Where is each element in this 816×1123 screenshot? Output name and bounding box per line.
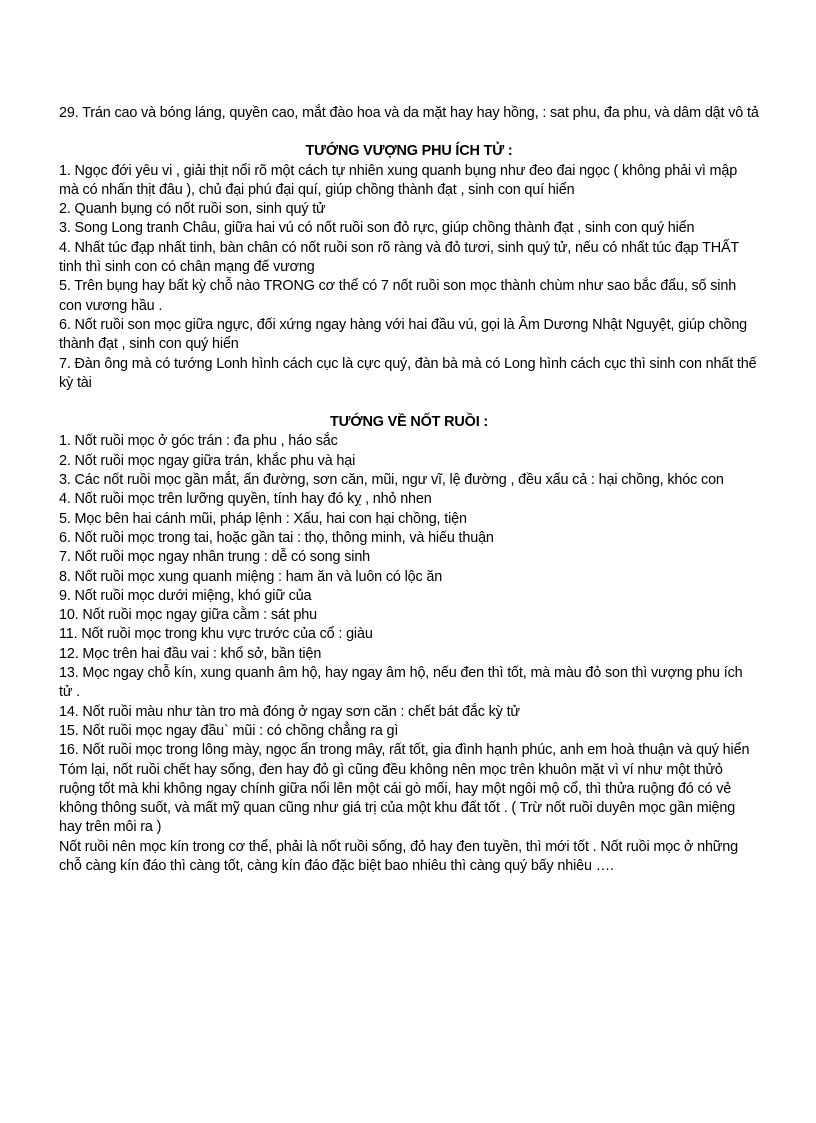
spacer bbox=[59, 123, 759, 142]
list-item: 6. Nốt ruồi son mọc giữa ngực, đối xứng ngay hàng với hai đầu vú, gọi là Âm Dương Nhật Nguyệt, giúp chồng thành đạt , sinh con quý hiển bbox=[59, 316, 748, 353]
list-item: 1. Ngọc đới yêu vi , giải thịt nổi rõ một cách tự nhiên xung quanh bụng như đeo đai ngọc ( không phải vì mập mà có nhấn thịt đâu ), chủ đại phú đại quí, giúp chồng thành đạt , sinh con quí hiển bbox=[59, 162, 738, 198]
summary-paragraph: Tóm lại, nốt ruồi chết hay sống, đen hay đỏ gì cũng đều không nên mọc trên khuôn mặt vì ví như một thửỏ ruộng tốt mà khi không ngay chính giữa nổi lên một cái gò mối, hay một ngôi mộ cổ, thì thửa ruộng đó có vẻ không thông suốt, và mất mỹ quan cũng như giá trị của một khu đất tốt . ( Trừ nốt ruồi duyên mọc gần miệng hay trên môi ra ) bbox=[59, 761, 736, 836]
list-item: 14. Nốt ruồi màu như tàn tro mà đóng ở ngay sơn căn : chết bát đắc kỳ tử bbox=[59, 703, 520, 720]
list-item: 7. Đàn ông mà có tướng Lonh hình cách cục là cực quý, đàn bà mà có Long hình cách cục thì sinh con nhất thế kỳ tài bbox=[59, 355, 757, 391]
list-item: 3. Các nốt ruồi mọc gần mắt, ấn đường, sơn căn, mũi, ngư vĩ, lệ đường , đều xấu cả : hại chồng, khóc con bbox=[59, 472, 724, 489]
intro-paragraph: 29. Trán cao và bóng láng, quyền cao, mắt đào hoa và da mặt hay hay hồng, : sat phu, đa phu, và dâm dật vô tả bbox=[59, 105, 759, 121]
not-ruoi-list bbox=[59, 432, 759, 760]
list-item: 5. Mọc bên hai cánh mũi, pháp lệnh : Xấu, hai con hại chồng, tiện bbox=[59, 510, 467, 527]
list-item: 5. Trên bụng hay bất kỳ chỗ nào TRONG cơ thể có 7 nốt ruồi son mọc thành chùm như sao bắc đẩu, số sinh con vương hầu . bbox=[59, 278, 737, 314]
list-item: 10. Nốt ruồi mọc ngay giữa cằm : sát phu bbox=[59, 607, 317, 624]
vuong-phu-list bbox=[59, 162, 759, 394]
list-item: 2. Nốt ruồi mọc ngay giữa trán, khắc phu và hại bbox=[59, 452, 356, 469]
list-item: 8. Nốt ruồi mọc xung quanh miệng : ham ăn và luôn có lộc ăn bbox=[59, 568, 443, 585]
list-item: 16. Nốt ruồi mọc trong lông mày, ngọc ẩn trong mây, rất tốt, gia đình hạnh phúc, anh em hoà thuận và quý hiển bbox=[59, 742, 750, 759]
list-item: 3. Song Long tranh Châu, giữa hai vú có nốt ruồi son đỏ rực, giúp chồng thành đạt , sinh con quý hiển bbox=[59, 220, 695, 237]
list-item: 9. Nốt ruồi mọc dưới miệng, khó giữ của bbox=[59, 587, 312, 604]
list-item: 13. Mọc ngay chỗ kín, xung quanh âm hộ, hay ngay âm hộ, nếu đen thì tốt, mà màu đỏ son thì vượng phu ích tử . bbox=[59, 665, 743, 701]
list-item: 15. Nốt ruồi mọc ngay đầu` mũi : có chồng chẳng ra gì bbox=[59, 722, 399, 739]
list-item: 2. Quanh bụng có nốt ruồi son, sinh quý tử bbox=[59, 201, 326, 218]
section-heading-not-ruoi: TƯỚNG VỀ NỐT RUỒI : bbox=[329, 414, 489, 431]
section-heading-vuong-phu: TƯỚNG VƯỢNG PHU ÍCH TỬ : bbox=[305, 143, 513, 160]
list-item: 7. Nốt ruồi mọc ngay nhân trung : dễ có song sinh bbox=[59, 549, 371, 566]
document-page bbox=[59, 104, 759, 876]
list-item: 12. Mọc trên hai đầu vai : khổ sở, bần tiện bbox=[59, 645, 322, 662]
list-item: 4. Nốt ruồi mọc trên lưỡng quyền, tính hay đó kỵ , nhỏ nhen bbox=[59, 491, 432, 508]
conclusion-paragraph: Nốt ruồi nên mọc kín trong cơ thể, phải là nốt ruồi sống, đỏ hay đen tuyền, thì mới tốt . Nốt ruồi mọc ở những chỗ càng kín đáo thì càng tốt, càng kín đáo đặc biệt bao nhiêu thì càng quý bấy nhiêu …. bbox=[59, 838, 738, 874]
list-item: 6. Nốt ruồi mọc trong tai, hoặc gần tai : thọ, thông minh, và hiếu thuận bbox=[59, 529, 494, 546]
spacer bbox=[59, 393, 759, 413]
list-item: 1. Nốt ruồi mọc ở góc trán : đa phu , háo sắc bbox=[59, 433, 338, 450]
list-item: 4. Nhất túc đạp nhất tinh, bàn chân có nốt ruồi son rõ ràng và đỏ tươi, sinh quý tử, nếu có nhất túc đạp THẤT tinh thì sinh con có chân mạng đế vương bbox=[59, 239, 739, 276]
list-item: 11. Nốt ruồi mọc trong khu vực trước của cổ : giàu bbox=[59, 626, 373, 643]
